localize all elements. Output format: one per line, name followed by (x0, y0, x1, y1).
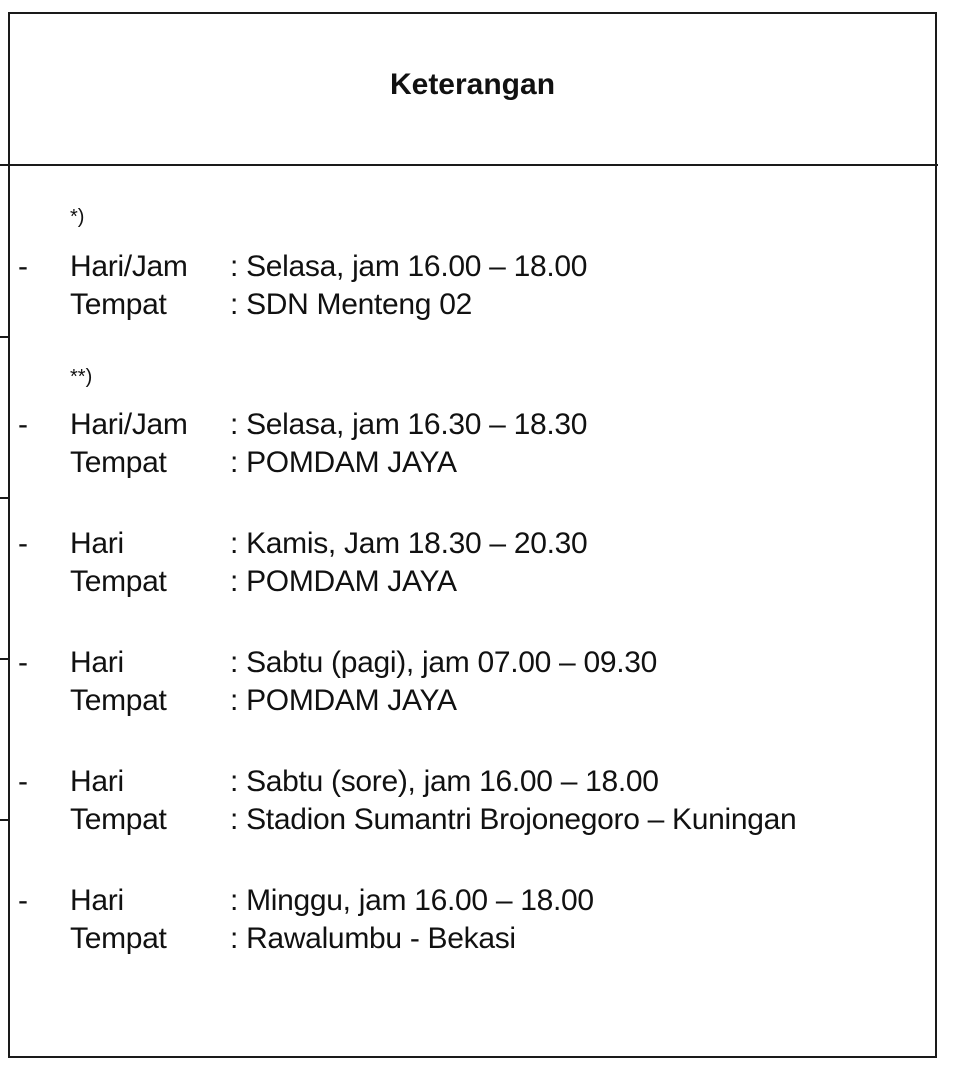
place-line (70, 565, 457, 599)
list-dash: - (18, 765, 28, 798)
column-header-keterangan: Keterangan (389, 68, 556, 101)
list-dash: - (18, 527, 28, 560)
place-line (70, 288, 472, 322)
place-value: : Rawalumbu - Bekasi (230, 922, 516, 955)
day-value: : Kamis, Jam 18.30 – 20.30 (230, 527, 588, 560)
place-label: Tempat (70, 565, 167, 598)
day-label: Hari/Jam (70, 408, 188, 441)
day-time-line (70, 765, 659, 799)
day-value: : Selasa, jam 16.30 – 18.30 (230, 408, 588, 441)
day-time-line (70, 527, 587, 561)
row-divider-stub (0, 336, 8, 338)
list-dash: - (18, 408, 28, 441)
note-marker: *) (70, 206, 85, 228)
place-value: : POMDAM JAYA (230, 565, 457, 598)
day-label: Hari (70, 765, 124, 798)
place-line (70, 922, 516, 956)
day-value: : Minggu, jam 16.00 – 18.00 (230, 884, 594, 917)
place-label: Tempat (70, 288, 167, 321)
place-value: : POMDAM JAYA (230, 684, 457, 717)
day-time-line (70, 884, 594, 918)
day-time-line (70, 646, 657, 680)
day-value: : Selasa, jam 16.00 – 18.00 (230, 250, 588, 283)
day-label: Hari (70, 646, 124, 679)
row-divider-stub (0, 658, 8, 660)
place-value: : POMDAM JAYA (230, 446, 457, 479)
row-divider-stub (0, 819, 8, 821)
list-dash: - (18, 884, 28, 917)
place-value: : Stadion Sumantri Brojonegoro – Kuningan (230, 803, 797, 836)
list-dash: - (18, 646, 28, 679)
day-label: Hari (70, 527, 124, 560)
place-value: : SDN Menteng 02 (230, 288, 472, 321)
day-value: : Sabtu (sore), jam 16.00 – 18.00 (230, 765, 659, 798)
day-time-line (70, 408, 587, 442)
list-dash: - (18, 250, 28, 283)
place-label: Tempat (70, 446, 167, 479)
day-value: : Sabtu (pagi), jam 07.00 – 09.30 (230, 646, 658, 679)
day-label: Hari/Jam (70, 250, 188, 283)
day-time-line (70, 250, 587, 284)
day-label: Hari (70, 884, 124, 917)
place-label: Tempat (70, 803, 167, 836)
note-marker: **) (70, 366, 93, 388)
row-divider-stub (0, 497, 8, 499)
place-line (70, 684, 457, 718)
place-line (70, 446, 457, 480)
header-divider (0, 164, 938, 166)
place-line (70, 803, 796, 837)
place-label: Tempat (70, 684, 167, 717)
place-label: Tempat (70, 922, 167, 955)
